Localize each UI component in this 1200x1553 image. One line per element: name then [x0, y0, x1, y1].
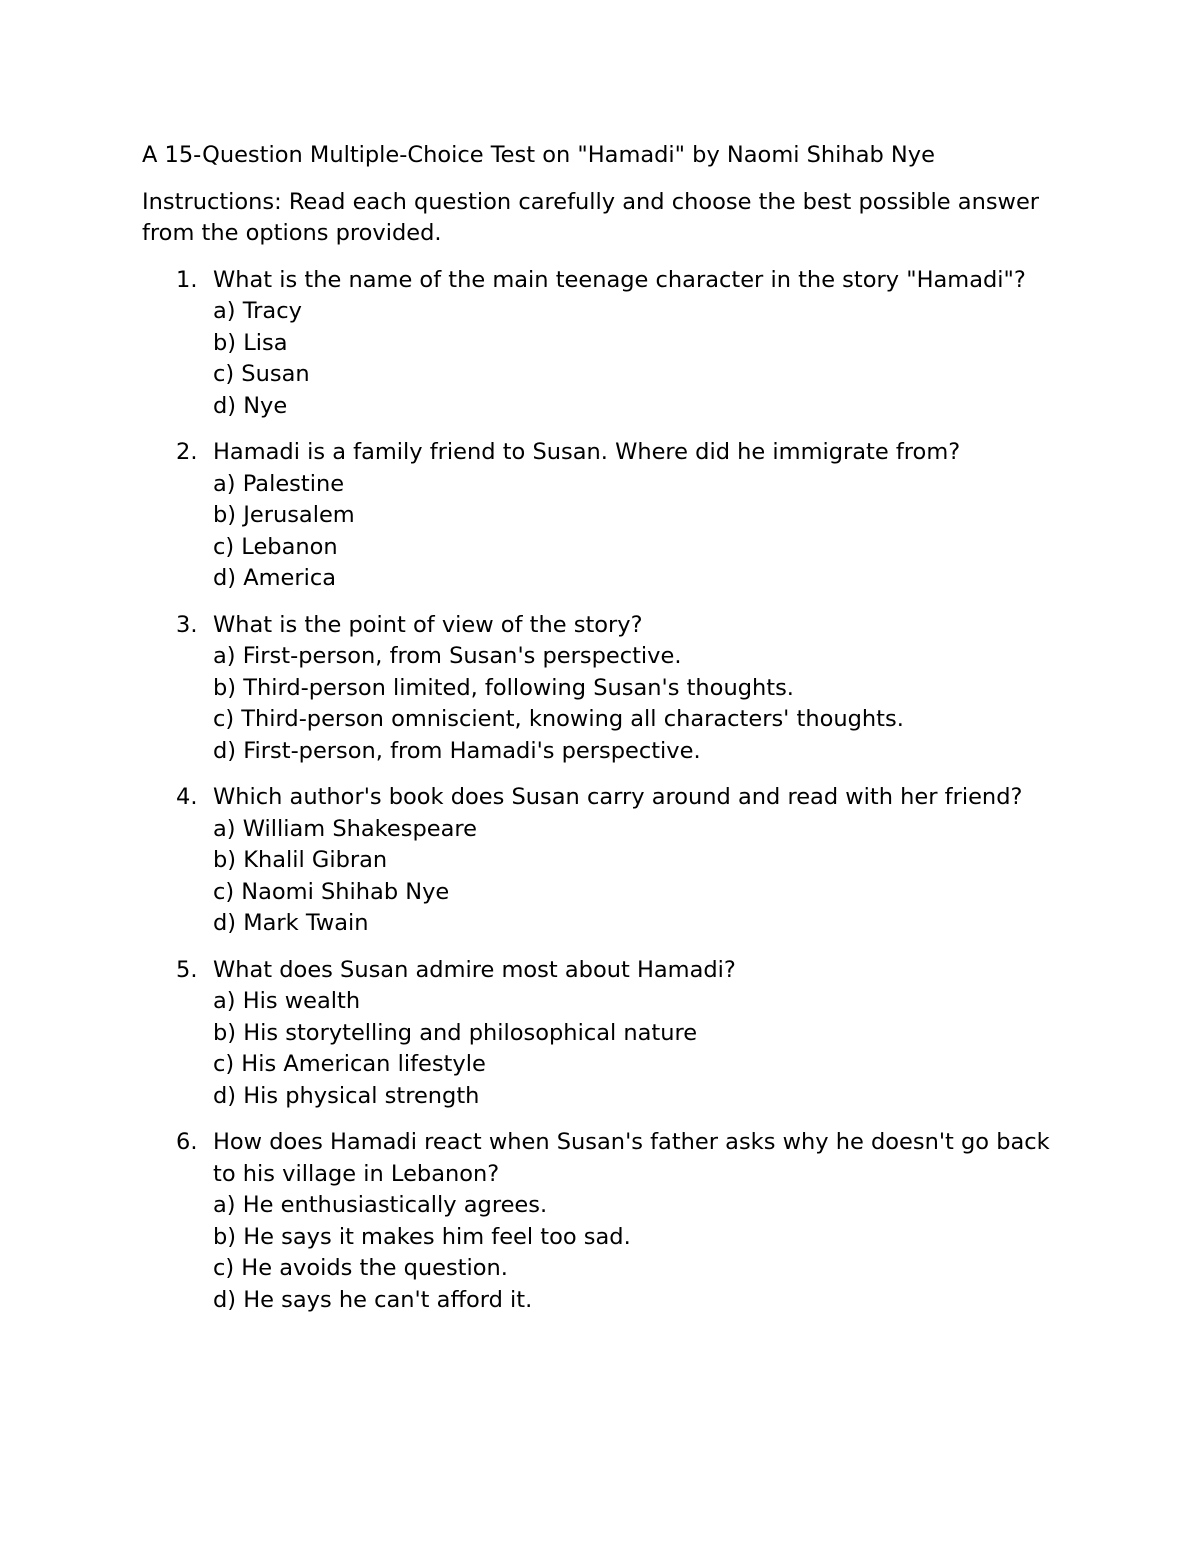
question-number: 6. — [176, 1129, 198, 1155]
answer-option: d) America — [213, 565, 337, 591]
question-list — [142, 265, 1072, 1317]
question-item — [142, 955, 1072, 1113]
question-number: 1. — [176, 266, 198, 293]
answer-option: b) His storytelling and philosophical nature — [213, 1019, 698, 1046]
answer-option: c) Susan — [213, 361, 310, 387]
answer-option: b) Lisa — [213, 329, 288, 356]
answer-option: c) Third-person omniscient, knowing all characters' thoughts. — [213, 706, 904, 732]
answer-option: d) Nye — [213, 392, 288, 419]
question-item — [142, 1127, 1072, 1316]
answer-option: b) Khalil Gibran — [213, 847, 388, 873]
answer-option: d) First-person, from Hamadi's perspective. — [213, 737, 701, 764]
answer-option: c) Naomi Shihab Nye — [213, 878, 450, 905]
answer-option: d) His physical strength — [213, 1082, 480, 1109]
answer-option: b) He says it makes him feel too sad. — [213, 1223, 631, 1250]
question-text: Which author's book does Susan carry around and read with her friend? — [213, 784, 1023, 810]
instructions-text: Instructions: Read each question carefully and choose the best possible answer from the options provided. — [142, 188, 1040, 246]
question-item — [142, 610, 1072, 768]
question-text: Hamadi is a family friend to Susan. Where did he immigrate from? — [213, 439, 961, 465]
question-text: What is the point of view of the story? — [213, 611, 643, 638]
answer-option: a) Palestine — [213, 470, 345, 497]
answer-option: a) Tracy — [213, 298, 302, 324]
document-page — [142, 140, 1072, 1331]
answer-option: a) William Shakespeare — [213, 815, 477, 842]
question-number: 3. — [176, 611, 198, 638]
answer-option: c) His American lifestyle — [213, 1051, 486, 1077]
answer-option: c) Lebanon — [213, 533, 338, 560]
answer-option: a) He enthusiastically agrees. — [213, 1192, 548, 1218]
answer-option: d) He says he can't afford it. — [213, 1286, 533, 1313]
question-item — [142, 437, 1072, 595]
question-text: How does Hamadi react when Susan's father asks why he doesn't go back to his village in Lebanon? — [213, 1129, 1050, 1187]
question-number: 2. — [176, 439, 198, 465]
answer-option: a) His wealth — [213, 988, 361, 1014]
question-item — [142, 265, 1072, 423]
question-number: 4. — [176, 784, 198, 810]
answer-option: b) Jerusalem — [213, 502, 355, 528]
question-number: 5. — [176, 956, 198, 983]
answer-option: a) First-person, from Susan's perspective. — [213, 643, 682, 669]
question-text: What is the name of the main teenage character in the story "Hamadi"? — [213, 266, 1026, 293]
answer-option: c) He avoids the question. — [213, 1255, 508, 1281]
answer-option: b) Third-person limited, following Susan's thoughts. — [213, 674, 794, 701]
answer-option: d) Mark Twain — [213, 910, 369, 936]
question-item — [142, 782, 1072, 940]
document-title: A 15-Question Multiple-Choice Test on "Hamadi" by Naomi Shihab Nye — [142, 142, 935, 168]
question-text: What does Susan admire most about Hamadi? — [213, 956, 736, 983]
